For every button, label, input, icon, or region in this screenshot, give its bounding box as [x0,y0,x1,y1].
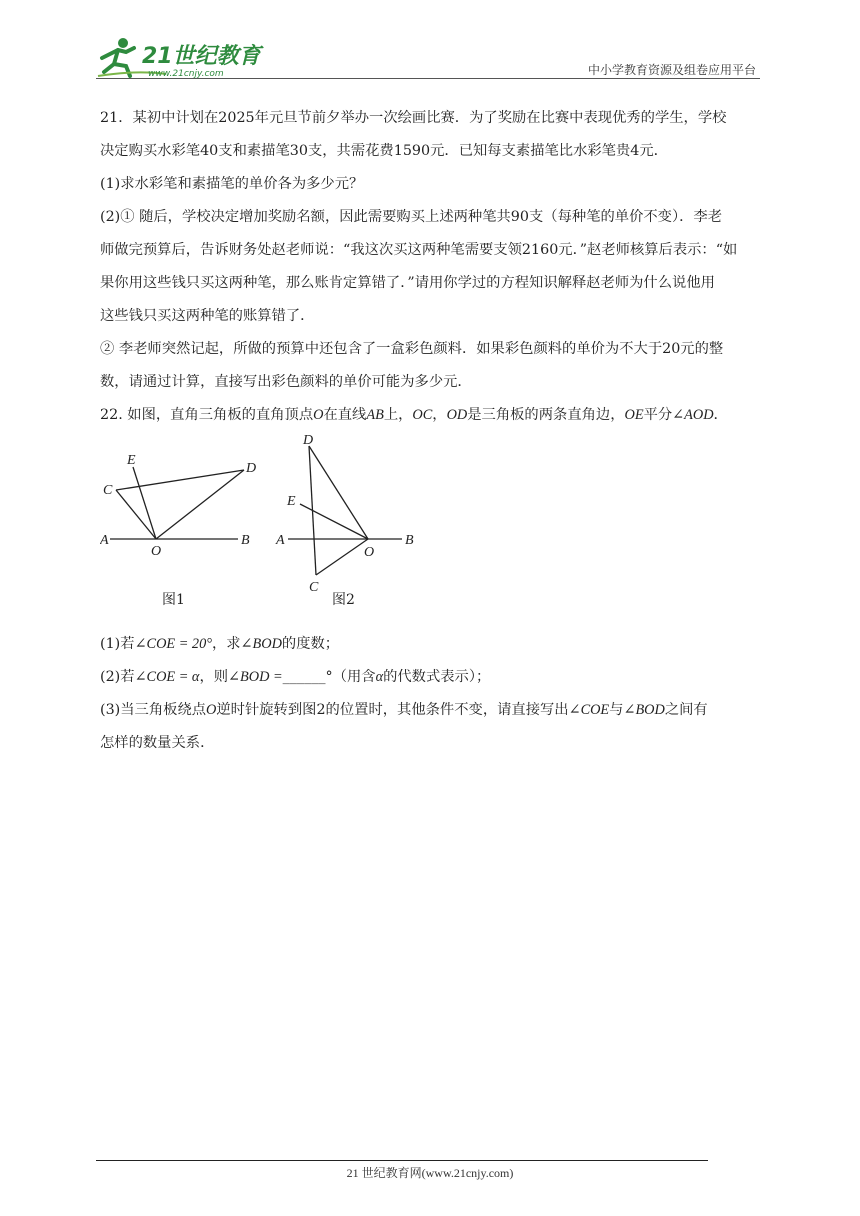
fig2-label-e: E [287,494,296,509]
q22-part-2-text: (2)若 [100,669,135,685]
q22-part-3-line-1 [100,694,760,727]
q21-part-2b-line-2: 数，请通过计算，直接写出彩色颜料的单价可能为多少元． [100,374,472,390]
q22-figures-svg [100,432,440,628]
fig2-label-a: A [276,533,285,548]
q22-stem-text: 是三角板的两条直角边， [467,407,625,423]
point-o: O [313,407,324,423]
fig1-segment-oe [133,467,156,539]
fig2-label-b: B [405,533,414,548]
logo-main-text: 21世纪教育 [142,44,261,69]
q22-stem-text: ． [713,407,728,423]
q21-line-1: 21．某初中计划在2025年元旦节前夕举办一次绘画比赛．为了奖励在比赛中表现优秀的学生，学校 [100,110,727,126]
q22-figures [100,432,760,628]
page-header [96,28,760,80]
q22-stem [100,399,760,432]
fig2-segment-oe [300,504,368,539]
segment-od: OD [446,407,468,423]
fig2-label-c: C [309,580,319,595]
q21-part-2-line-1: (2)① 随后，学校决定增加奖励名额，因此需要购买上述两种笔共90支（每种笔的单价不变）．李老 [100,209,723,225]
fig1-label-b: B [241,533,250,548]
q21-line-2: 决定购买水彩笔40支和素描笔30支，共需花费1590元．已知每支素描笔比水彩笔贵4元． [100,143,668,159]
logo-sub-text: www.21cnjy.com [148,69,224,79]
angle-aod: ∠AOD [672,407,714,423]
angle-coe-alpha: ∠COE = α [134,669,200,685]
q21-part-2-line-3: 果你用这些钱只买这两种笔，那么账肯定算错了．”请用你学过的方程知识解释赵老师为什么说他用 [100,275,715,291]
fig1-label-c: C [103,483,113,498]
fig2-segment-oc [316,539,368,575]
angle-coe-value: ∠COE = 20° [134,636,212,652]
q21-part-1: (1)求水彩笔和素描笔的单价各为多少元？ [100,176,364,192]
alpha-symbol: α [375,669,384,685]
angle-bod: ∠BOD [623,702,665,718]
q22-part-1 [100,628,760,661]
site-logo [96,36,266,80]
q22-part-2 [100,661,760,694]
point-o: O [206,702,217,718]
fig2-label-d: D [303,433,314,448]
figure-1 [110,467,244,539]
fig1-label-d: D [246,461,257,476]
q22-part-3-text: (3)当三角板绕点 [100,702,207,718]
answer-blank: ______ [282,669,326,685]
q22-stem-text: ， [432,407,447,423]
fig1-caption: 图1 [162,592,185,608]
q22-part-3-text: 逆时针旋转到图2的位置时，其他条件不变，请直接写出 [216,702,569,718]
fig2-segment-od [309,446,368,539]
fig2-caption: 图2 [332,592,355,608]
q22-part-3-line-2: 怎样的数量关系． [100,735,215,751]
fig1-label-e: E [127,453,136,468]
q22-part-2-text: ，则 [199,669,229,685]
q22-part-1-text: 的度数； [281,636,340,652]
q21-part-2b-line-1: ② 李老师突然记起，所做的预算中还包含了一盒彩色颜料．如果彩色颜料的单价为不大于20元的整 [100,341,724,357]
q22-part-2-text: °（用含 [325,669,376,685]
q22-stem-text: 22. 如图，直角三角板的直角顶点 [100,407,314,423]
angle-coe: ∠COE [568,702,610,718]
figure-2 [288,446,402,575]
angle-bod: ∠BOD = [228,669,283,685]
fig1-segment-oc [116,490,156,539]
footer-divider [96,1160,708,1161]
fig1-label-a: A [100,533,109,548]
fig1-segment-od [156,470,244,539]
q22-part-3-text: 与 [609,702,624,718]
q22-stem-text: 在直线 [323,407,367,423]
q22-part-2-text: 的代数式表示）； [383,669,491,685]
q21-part-2-line-2: 师做完预算后，告诉财务处赵老师说：“我这次买这两种笔需要支领2160元．”赵老师核算后表示：“如 [100,242,738,258]
line-ab: AB [366,407,384,423]
fig1-label-o: O [151,544,162,559]
q22-part-1-text: ，求 [211,636,241,652]
platform-title: 中小学教育资源及组卷应用平台 [587,63,756,77]
page-content [100,102,760,760]
q21-part-2-line-4: 这些钱只买这两种笔的账算错了． [100,308,315,324]
segment-oe: OE [624,407,644,423]
segment-oc: OC [412,407,433,423]
q22-stem-text: 上， [383,407,413,423]
page-footer: 21 世纪教育网(www.21cnjy.com) [346,1166,514,1180]
angle-bod: ∠BOD [240,636,282,652]
q22-stem-text: 平分 [643,407,673,423]
header-divider [96,78,760,79]
fig2-label-o: O [364,545,375,560]
q22-part-3-text: 之间有 [664,702,708,718]
q22-part-1-text: (1)若 [100,636,135,652]
